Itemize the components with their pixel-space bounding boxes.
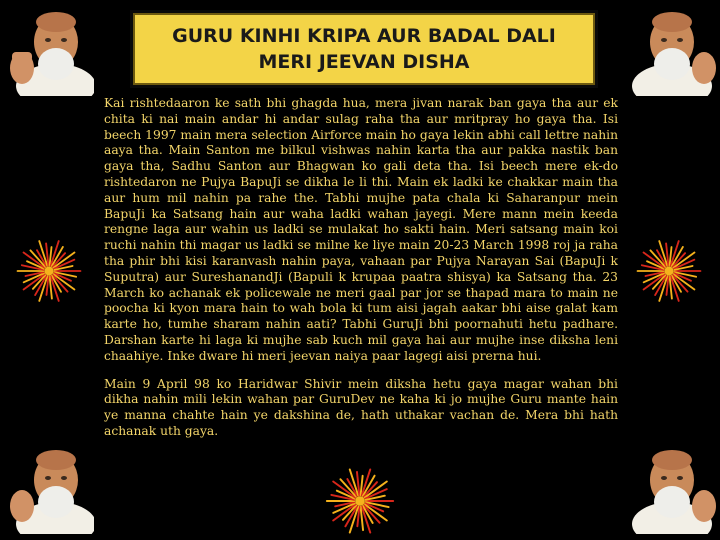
- page-title-line-1: GURU KINHI KRIPA AUR BADAL DALI: [172, 25, 556, 47]
- paragraph-2: Main 9 April 98 ko Haridwar Shivir mein diksha hetu gaya magar wahan bhi dikha nahin mili lekin wahan par GuruDev ne kaha ki jo mujhe Guru mante hain ye manna chahte hain ye dakshina de, hath uthakar vachan de. Mera bhi hath achanak uth gaya.: [104, 376, 618, 438]
- firework-burst-icon: [320, 462, 400, 540]
- title-banner: [130, 10, 598, 88]
- firework-burst-icon: [632, 234, 706, 308]
- page-title-line-2: MERI JEEVAN DISHA: [258, 51, 470, 73]
- guru-portrait-icon: [626, 2, 716, 96]
- firework-burst-icon: [12, 234, 86, 308]
- paragraph-1: Kai rishtedaaron ke sath bhi ghagda hua, mera jivan narak ban gaya tha aur ek chita ki nai main andar hi andar sulag raha tha aur mritpray ho gaya tha. Isi beech 1997 main mera selection Airforce main ho gaya lekin abhi call lettre nahin aaya tha. Main Santon me bilkul vishwas nahin karta tha aur pakka nastik ban gaya tha, Sadhu Santon aur Bhagwan ko gali deta tha. Isi beech mere ek-do rishtedaron ne Pujya BapuJi se dikha le li thi. Main ek ladki ke chakkar main tha aur hum mil nahin pa rahe the. Tabhi mujhe pata chala ki Saharanpur mein BapuJi ka Satsang hain aur waha ladki wahan jayegi. Mere mann mein keeda rengne laga aur wahin us ladki se mulakat ho sakti hain. Meri satsang main koi ruchi nahin thi magar us ladki se milne ke liye main 20-23 March 1998 roj ja raha tha phir bhi kisi karanvash nahin paya, vahaan par Pujya Narayan Sai (BapuJi k Suputra) aur SureshanandJi (Bapuli k krupaa paatra shisya) ka Satsang tha. 23 March ko achanak ek policewale ne meri gaal par jor se thapad mara to main ne poocha ki kyon mara hain to wah bola ki tum aisi jagah aakar bhi aise galat kam karte ho, tumhe sharam nahin aati? Tabhi GuruJi bhi poornahuti hetu padhare. Darshan karte hi laga ki mujhe sab kuch mil gaya hai aur mujhe inse diksha leni chaahiye. Inke dware hi meri jeevan naiya paar lagegi aisi prerna hui.: [104, 96, 618, 363]
- guru-portrait-icon: [626, 440, 716, 534]
- guru-portrait-icon: [4, 440, 94, 534]
- guru-portrait-icon: [4, 2, 94, 96]
- testimony-text: [104, 96, 618, 452]
